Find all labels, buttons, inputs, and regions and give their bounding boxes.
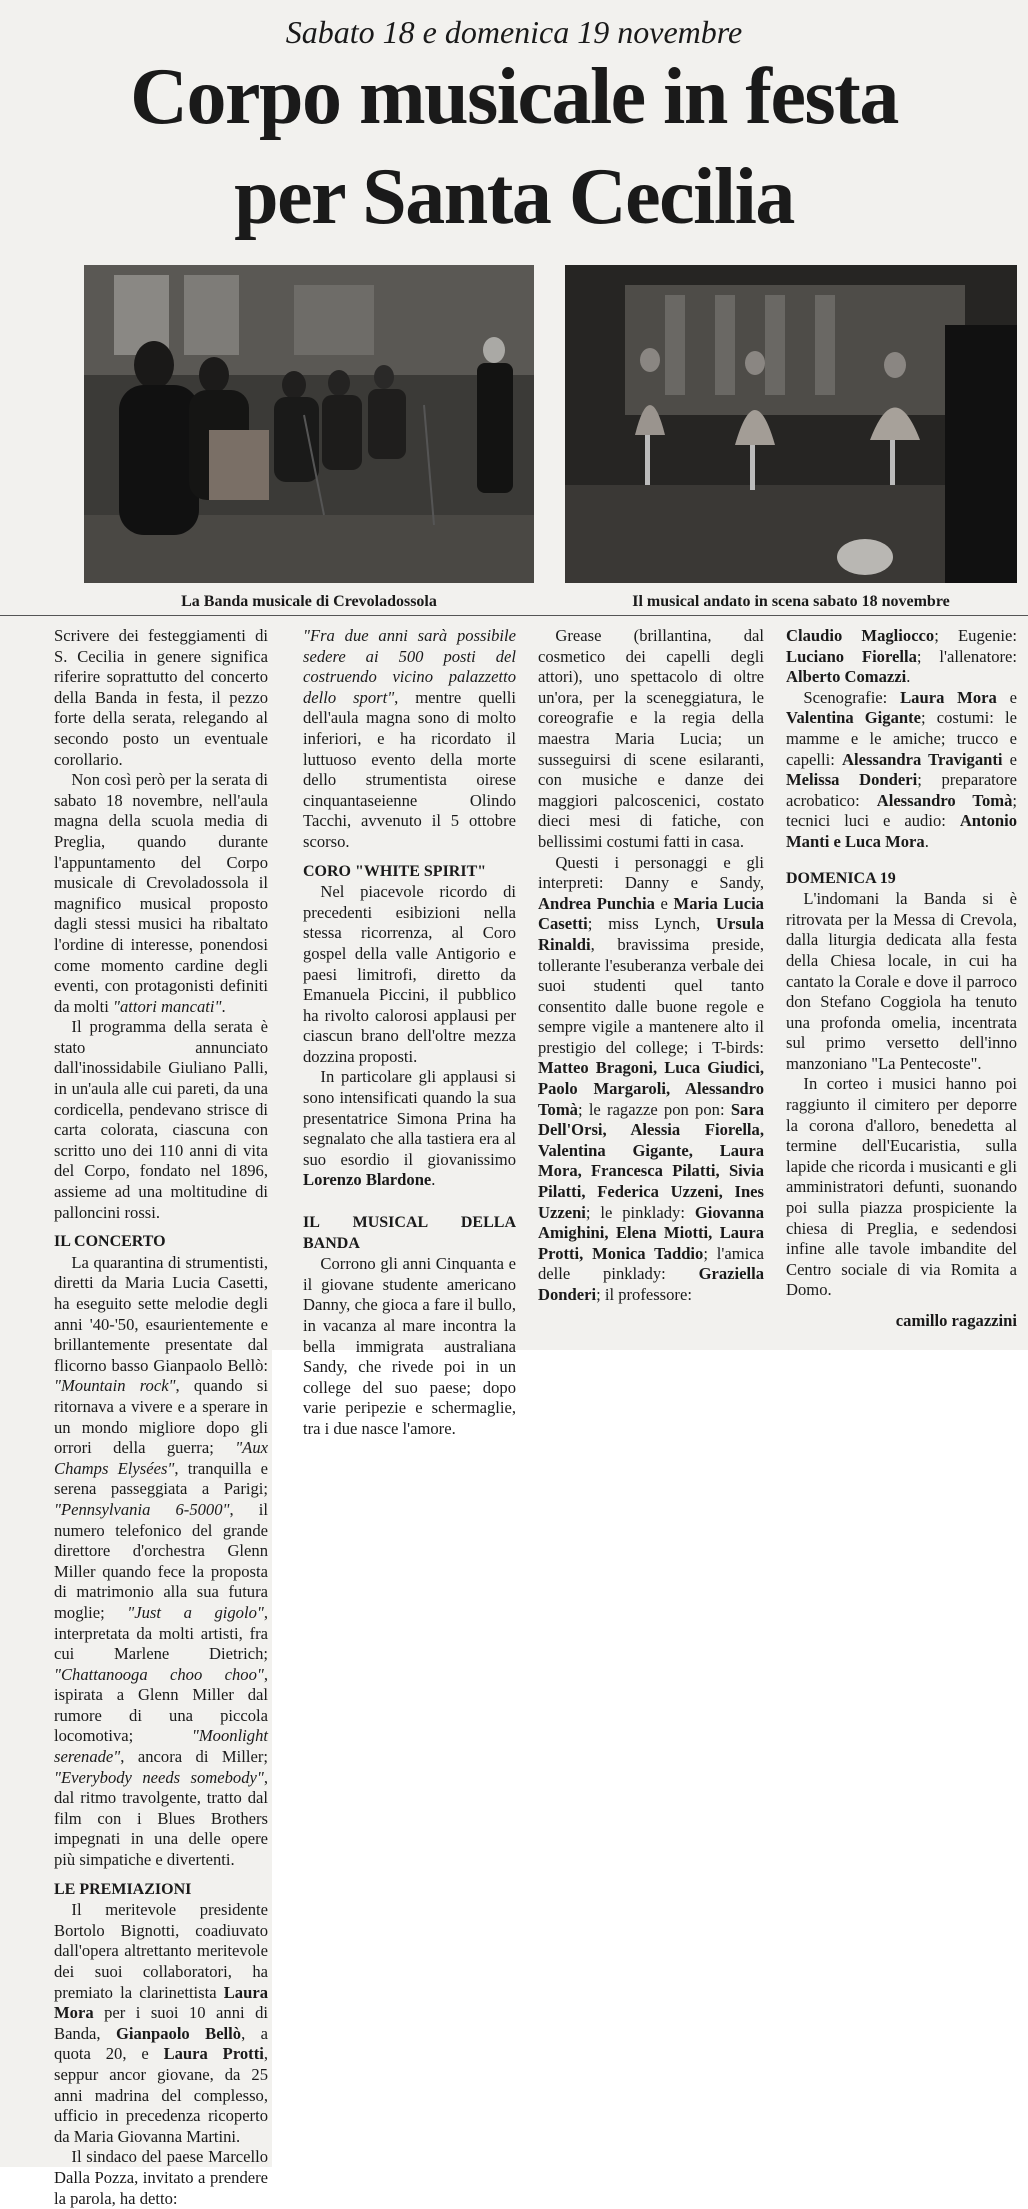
section-heading-concerto: IL CONCERTO bbox=[54, 1233, 166, 1251]
article-column-3 bbox=[538, 626, 764, 1306]
article-paragraph: Scrivere dei festeggiamenti di S. Cecilia in genere significa riferire soprattutto del concerto della Banda in festa, il pezzo forte della serata, relegando al secondo posto un eventuale corollario. bbox=[54, 626, 268, 769]
article-paragraph: La quarantina di strumentisti, diretti da Maria Lucia Casetti, ha eseguito sette melodie degli anni '40-'50, esaurientemente e brillantemente presentate dal flicorno basso Gianpaolo Bellò: "Mountain rock", quando si ritornava a vivere e a sperare in un mondo migliore dopo gli orrori della guerra; "Aux Champs Elysées", tranquilla e serena passeggiata a Parigi; "Pennsylvania 6-5000", il numero telefonico del grande direttore d'orchestra Glenn Miller quando fece la proposta di matrimonio alla sua futura moglie; "Just a gigolo", interpretata da molti artisti, fra cui Marlene Dietrich; "Chattanooga choo choo", ispirata a Glenn Miller dal rumore di una piccola locomotiva; "Moonlight serenade", ancora di Miller; "Everybody needs somebody", dal ritmo travolgente, tratto dal film con i Blues Brothers impegnati in una delle opere più simpatiche e divertenti. bbox=[54, 1252, 268, 1870]
caption-divider bbox=[0, 615, 1028, 616]
article-paragraph: In particolare gli applausi si sono intensificati quando la sua presentatrice Simona Prina ha segnalato che alla tastiera era al suo esordio il giovanissimo Lorenzo Blardone. bbox=[303, 1067, 516, 1190]
photo-caption-band: La Banda musicale di Crevoladossola bbox=[181, 593, 437, 610]
section-heading-coro: CORO "WHITE SPIRIT" bbox=[303, 862, 487, 880]
article-column-2 bbox=[303, 626, 516, 1440]
section-heading-premiazioni: LE PREMIAZIONI bbox=[54, 1880, 192, 1898]
article-paragraph: Nel piacevole ricordo di precedenti esibizioni nella stessa ricorrenza, al Coro gospel della valle Antigorio e paesi limitrofi, diretto da Emanuela Piccini, il pubblico ha rivolto calorosi applausi per ciascun brano dell'oltre mezza dozzina proposti. bbox=[303, 882, 516, 1066]
article-paragraph: Il meritevole presidente Bortolo Bignotti, coadiuvato dall'opera altrettanto meritevole dei suoi collaboratori, ha premiato la clarinettista Laura Mora per i suoi 10 anni di Banda, Gianpaolo Bellò, a quota 20, e Laura Protti, seppur ancor giovane, da 25 anni madrina del complesso, ufficio in precedenza ricoperto da Maria Giovanna Martini. bbox=[54, 1900, 268, 2146]
section-heading-domenica: DOMENICA 19 bbox=[786, 869, 896, 887]
photo-musical bbox=[565, 265, 1017, 583]
section-heading-musical: IL MUSICAL DELLA BANDA bbox=[303, 1214, 516, 1252]
article-paragraph: L'indomani la Banda si è ritrovata per la Messa di Crevola, dalla liturgia dedicata alla festa della Chiesa locale, in cui ha cantato la Corale e dove il parroco don Stefano Coggiola ha tenuto una profonda omelia, incentrata sul primo versetto dell'inno manzoniano "La Pentecoste". bbox=[786, 889, 1017, 1073]
kicker: Sabato 18 e domenica 19 novembre bbox=[285, 14, 743, 50]
article-paragraph: Grease (brillantina, dal cosmetico dei capelli degli attori), uno spettacolo di oltre un'ora, per la sceneggiatura, le coreografie e la regia della maestra Maria Lucia; un susseguirsi di scene esilaranti, con musiche e danze dei maggiori palcoscenici, costato dieci mesi di fatiche, con bellissimi costumi fatti in casa. bbox=[538, 626, 764, 851]
article-paragraph: Corrono gli anni Cinquanta e il giovane studente americano Danny, che gioca a fare il bullo, in vacanza al mare incontra la bella immigrata australiana Sandy, che rivede poi in un college del suo paese; dopo varie peripezie e schermaglie, tra i due nasce l'amore. bbox=[303, 1254, 516, 1438]
article-column-1 bbox=[54, 626, 268, 2209]
article-paragraph: Scenografie: Laura Mora e Valentina Gigante; costumi: le mamme e le amiche; trucco e capelli: Alessandra Traviganti e Melissa Donderi; preparatore acrobatico: Alessandro Tomà; tecnici luci e audio: Antonio Manti e Luca Mora. bbox=[786, 687, 1017, 851]
byline: camillo ragazzini bbox=[895, 1311, 1017, 1330]
article-paragraph: Il programma della serata è stato annunciato dall'inossidabile Giuliano Palli, in un'aula alle cui pareti, da una cordicella, pendevano strisce di carta colorata, ciascuna con scritto uno dei 110 anni di vita del Corpo, fondato nel 1896, assieme ad una moltitudine di palloncini rossi. bbox=[54, 1017, 268, 1222]
article-paragraph: Non così però per la serata di sabato 18 novembre, nell'aula magna della scuola media di Preglia, quando durante l'appuntamento del Corpo musicale di Crevoladossola il magnifico musical proposto dagli stessi musici ha ribaltato l'ordine di interesse, ponendosi come momento cardine degli eventi, con protagonisti definiti da molti "attori mancati". bbox=[54, 770, 268, 1016]
article-paragraph: Questi i personaggi e gli interpreti: Danny e Sandy, Andrea Punchia e Maria Lucia Casetti; miss Lynch, Ursula Rinaldi, bravissima preside, tollerante l'esuberanza verbale dei suoi studenti quel tanto consentito dalle buone regole e sempre vigile a mantenere alto il prestigio del college; i T-birds: Matteo Bragoni, Luca Giudici, Paolo Margaroli, Alessandro Tomà; le ragazze pon pon: Sara Dell'Orsi, Alessia Fiorella, Valentina Gigante, Laura Mora, Francesca Pilatti, Sivia Pilatti, Federica Uzzeni, Ines Uzzeni; le pinklady: Giovanna Amighini, Elena Miotti, Laura Protti, Monica Taddio; l'amica delle pinklady: Graziella Donderi; il professore: bbox=[538, 852, 764, 1304]
photo-band bbox=[84, 265, 534, 583]
article-paragraph: In corteo i musici hanno poi raggiunto il cimitero per deporre la corona d'alloro, benedetta al termine dell'Eucaristia, sulla lapide che ricorda i musicanti e gli amministratori defunti, suonando poi sulla piazza prospiciente la chiesa di Preglia, e sedendosi infine alle tavole imbandite del Centro sociale di via Romita a Domo. bbox=[786, 1074, 1017, 1300]
article-paragraph: Claudio Magliocco; Eugenie: Luciano Fiorella; l'allenatore: Alberto Comazzi. bbox=[786, 626, 1017, 687]
headline-line-2: per Santa Cecilia bbox=[234, 153, 794, 241]
photo-caption-musical: Il musical andato in scena sabato 18 novembre bbox=[632, 593, 950, 610]
article-paragraph: Il sindaco del paese Marcello Dalla Pozza, invitato a prendere la parola, ha detto: bbox=[54, 2147, 268, 2208]
headline-line-1: Corpo musicale in festa bbox=[130, 53, 898, 141]
article-column-4 bbox=[786, 626, 1017, 1332]
article-paragraph: "Fra due anni sarà possibile sedere ai 500 posti del costruendo vicino palazzetto dello sport", mentre quelli dell'aula magna sono di molto inferiori, e ha ricordato il luttuoso evento della morte dello strumentista oirese cinquantaseienne Olindo Tacchi, avvenuto il 5 ottobre scorso. bbox=[303, 626, 516, 851]
